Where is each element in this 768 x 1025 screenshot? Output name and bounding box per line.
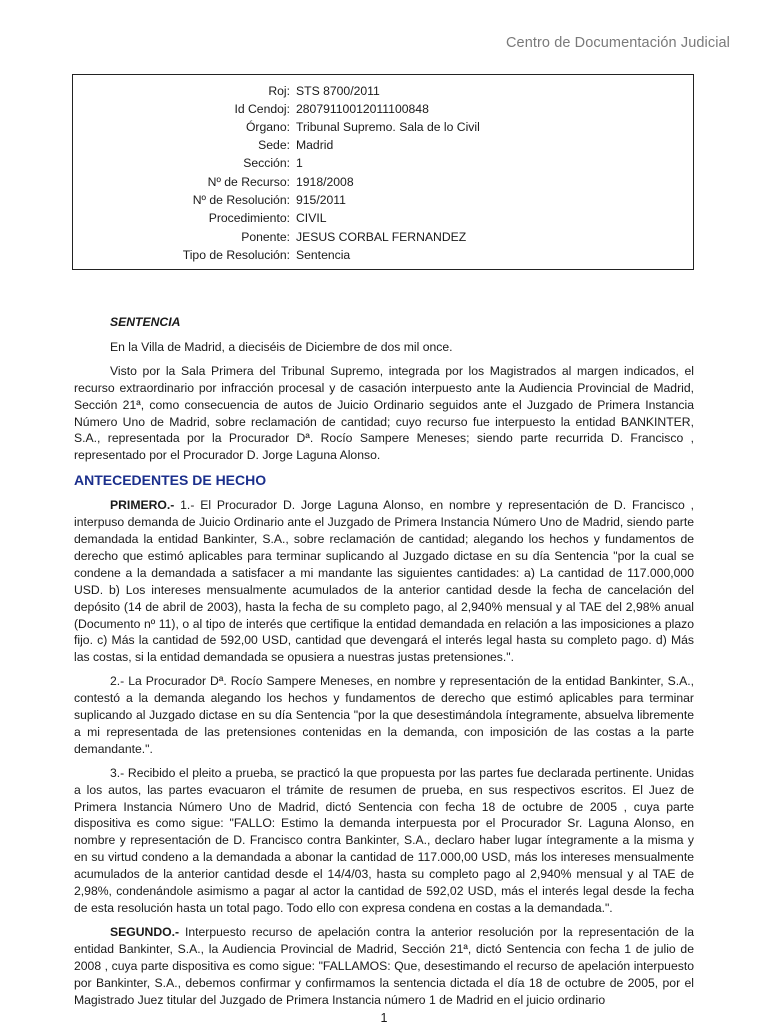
metadata-label: Órgano: bbox=[245, 120, 290, 134]
metadata-label: Nº de Recurso: bbox=[207, 175, 290, 189]
metadata-row-tipo-resolucion bbox=[73, 246, 693, 264]
header-title: Centro de Documentación Judicial bbox=[505, 35, 730, 51]
metadata-row-organo bbox=[73, 118, 693, 136]
segundo-label: SEGUNDO.- bbox=[110, 924, 180, 939]
metadata-row-seccion bbox=[73, 154, 693, 172]
metadata-label: Sede: bbox=[258, 138, 290, 152]
paragraph-2: 2.- La Procurador Dª. Rocío Sampere Meneses, en nombre y representación de la entidad Bankinter, S.A., contestó a la demanda alegando los hechos y fundamentos de derecho que estimó aplicables para terminar suplicando al Juzgado dictase en su día Sentencia "por la que desestimándola íntegramente, absuelva libremente a mi representada de las pretensiones contenidas en la demanda, con imposición de las costas a la parte demandante.". bbox=[74, 674, 694, 756]
metadata-value: Tribunal Supremo. Sala de lo Civil bbox=[296, 120, 480, 134]
paragraph-3: 3.- Recibido el pleito a prueba, se practicó la que propuesta por las partes fue declarada pertinente. Unidas a los autos, las partes evacuaron el trámite de resumen de prueba, en sus respectivos escritos. El Juez de Primera Instancia Número Uno de Madrid, dictó Sentencia con fecha 18 de octubre de 2005 , cuya parte dispositiva es como sigue: "FALLO: Estimo la demanda interpuesta por el Procurador Sr. Laguna Alonso, en nombre y representación de D. Francisco contra Bankinter, S.A., declaro haber lugar íntegramente a la misma y en su virtud condeno a la demandada a abonar la cantidad de 117.000,00 USD, más los intereses mensualmente acumulados de la anterior cantidad desde el 14/4/03, hasta su completo pago al 2,940% mensual y al TAE de 2,98%, condenándole asimismo a pagar al actor la cantidad de 592,02 USD, más el interés legal desde la fecha de esta resolución hasta un total pago. Todo ello con expresa condena en costas a la demandada.". bbox=[74, 765, 694, 915]
document-heading: SENTENCIA bbox=[110, 315, 181, 329]
metadata-box bbox=[72, 74, 694, 270]
metadata-row-ponente bbox=[73, 228, 693, 246]
metadata-label: Sección: bbox=[243, 156, 290, 170]
metadata-row-recurso bbox=[73, 173, 693, 191]
segundo-text: Interpuesto recurso de apelación contra la anterior resolución por la representación de la entidad Bankinter, S.A., la Audiencia Provincial de Madrid, Sección 21ª, dictó Sentencia con fecha 1 de julio de 2008 , cuya parte dispositiva es como sigue: "FALLAMOS: Que, desestimando el recurso de apelación interpuesto por Bankinter, S.A., debemos confirmar y confirmamos la sentencia dictada el día 18 de octubre de 2005, por el Magistrado Juez titular del Juzgado de Primera Instancia número 1 de Madrid en el juicio ordinario bbox=[74, 924, 694, 1007]
metadata-label: Nº de Resolución: bbox=[192, 193, 290, 207]
metadata-value: 1 bbox=[296, 156, 303, 170]
metadata-value: Madrid bbox=[296, 138, 334, 152]
metadata-value: CIVIL bbox=[296, 211, 327, 225]
metadata-label: Ponente: bbox=[241, 230, 290, 244]
metadata-label: Roj: bbox=[268, 84, 290, 98]
metadata-value: Sentencia bbox=[296, 248, 351, 262]
intro-paragraph: En la Villa de Madrid, a dieciséis de Diciembre de dos mil once. bbox=[110, 339, 453, 354]
metadata-label: Id Cendoj: bbox=[234, 102, 290, 116]
metadata-row-id-cendoj bbox=[73, 100, 693, 118]
metadata-value: STS 8700/2011 bbox=[296, 84, 380, 98]
metadata-value: 915/2011 bbox=[296, 193, 346, 207]
metadata-label: Tipo de Resolución: bbox=[182, 248, 290, 262]
metadata-value: 1918/2008 bbox=[296, 175, 354, 189]
section-heading: ANTECEDENTES DE HECHO bbox=[74, 472, 267, 489]
metadata-row-roj bbox=[73, 82, 693, 100]
metadata-row-procedimiento bbox=[73, 209, 693, 227]
metadata-value: 28079110012011100848 bbox=[296, 102, 429, 116]
primero-text: 1.- El Procurador D. Jorge Laguna Alonso, en nombre y representación de D. Francisco , interpuso demanda de Juicio Ordinario ante el Juzgado de Primera Instancia Número Uno de Madrid, siendo parte demandada la entidad Bankinter, S.A., sobre reclamación de cantidad; alegando los hechos y fundamentos de derecho que estimó aplicables para terminar suplicando al Juzgado dictase en su día Sentencia "por la cual se condene a la demandada a satisfacer a mi mandante las siguientes cantidades: a) La cantidad de 117.000,000 USD. b) Los intereses mensualmente acumulados de la anterior cantidad desde la fecha de cancelación del depósito (14 de abril de 2003), hasta la fecha de su completo pago, al 2,940% mensual y al TAE del 2,98% anual (Documento nº 11), o al tipo de interés que certifique la entidad demandada en relación a las imposiciones a plazo fijo. c) Más la cantidad de 592,00 USD, cantidad que devengará el interés legal hasta su completo pago. d) Más las costas, si la entidad demandada se opusiera a nuestras justas pretensiones.". bbox=[74, 498, 694, 665]
primero-paragraph bbox=[74, 497, 694, 666]
metadata-label: Procedimiento: bbox=[208, 211, 290, 225]
document-body bbox=[74, 314, 694, 1015]
metadata-row-sede bbox=[73, 136, 693, 154]
page-number: 1 bbox=[380, 1011, 388, 1025]
segundo-paragraph bbox=[74, 924, 694, 1009]
metadata-row-resolucion bbox=[73, 191, 693, 209]
primero-label: PRIMERO.- bbox=[110, 498, 175, 513]
visto-paragraph: Visto por la Sala Primera del Tribunal Supremo, integrada por los Magistrados al margen indicados, el recurso extraordinario por infracción procesal y de casación interpuesto ante la Audiencia Provincial de Madrid, Sección 21ª, como consecuencia de autos de Juicio Ordinario seguidos ante el Juzgado de Primera Instancia Número Uno de Madrid, sobre reclamación de cantidad; cuyo recurso fue interpuesto la entidad BANKINTER, S.A., representada por la Procurador Dª. Rocío Sampere Meneses; siendo parte recurrida D. Francisco , representado por el Procurador D. Jorge Laguna Alonso. bbox=[74, 363, 694, 463]
metadata-value: JESUS CORBAL FERNANDEZ bbox=[296, 230, 467, 244]
